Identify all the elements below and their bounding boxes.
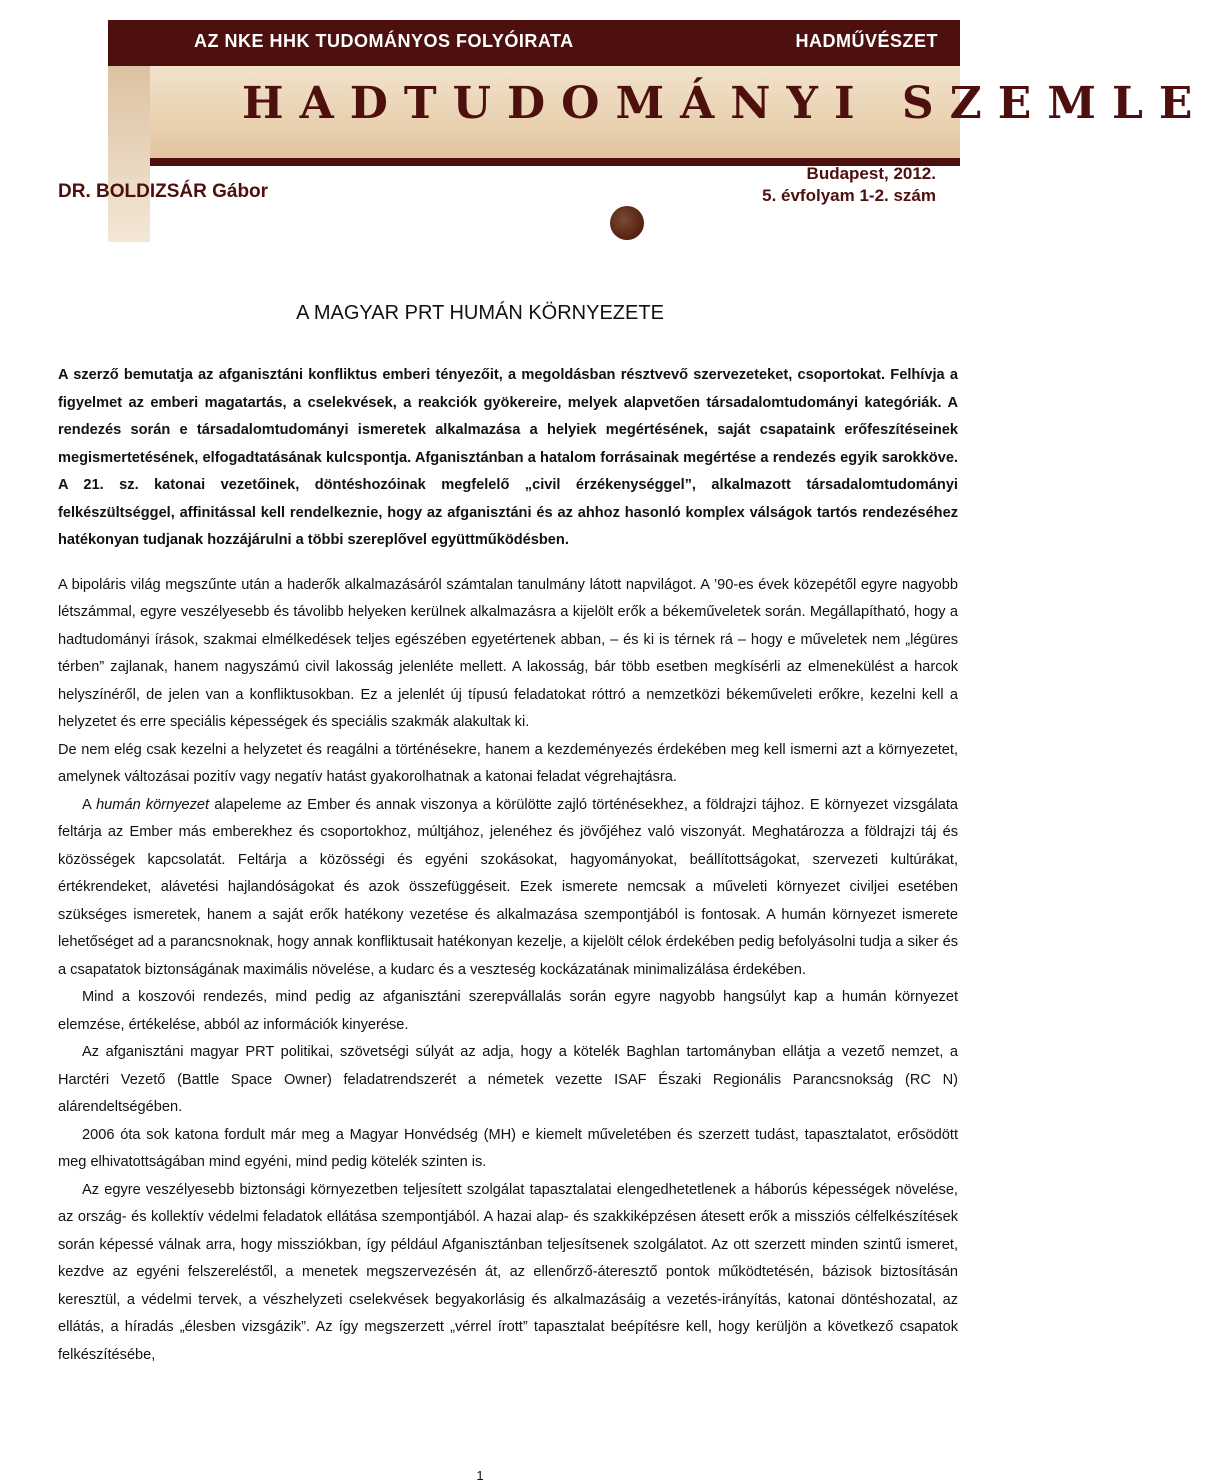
paragraph-3-start: A: [82, 796, 97, 813]
spacer: [58, 555, 958, 572]
journal-title: HADTUDOMÁNYI SZEMLE: [242, 78, 1208, 129]
author-name: DR. BOLDIZSÁR Gábor: [58, 181, 269, 202]
header-left-stripe: [108, 66, 150, 242]
paragraph-6: 2006 óta sok katona fordult már meg a Magyar Honvédség (MH) e kiemelt műveletében és szerzett tudást, tapasztalatot, erősödött meg elhivatottságában mind egyéni, mind pedig kötelék szinten is.: [58, 1126, 958, 1170]
paragraph-3: [58, 792, 958, 985]
journal-header: [0, 0, 1208, 245]
paragraph-3-emphasis: humán környezet: [96, 796, 210, 813]
abstract: A szerző bemutatja az afganisztáni konfliktus emberi tényezőit, a megoldásban résztvevő szervezeteket, csoportokat. Felhívja a figyelmet az emberi magatartás, a cselekvések, a reakciók gyökereire, melyek alapvetően társadalomtudományi kategóriák. A rendezés során e társadalomtudományi ismeretek alkalmazása a helyiek megértésének, saját csapataink erőfeszítéseinek megismertetésének, elfogadtatásának kulcspontja. Afganisztánban a hatalom forrásainak megértése a rendezés egyik sarokköve. A 21. sz. katonai vezetőinek, döntéshozóinak megfelelő „civil érzékenységgel”, alkalmazott társadalomtudományi felkészültséggel, affinitással kell rendelkeznie, hogy az afganisztáni és az ahhoz hasonló komplex válságok tartós rendezéséhez hatékonyan tudjanak hozzájárulni a többi szereplővel együttműködésben.: [58, 367, 958, 548]
header-circle-ornament: [610, 206, 644, 240]
place-date: Budapest, 2012.: [806, 164, 936, 183]
paragraph-5: Az afganisztáni magyar PRT politikai, szövetségi súlyát az adja, hogy a kötelék Baghlan tartományban ellátja a vezető nemzet, a Harctéri Vezető (Battle Space Owner) feladatrendszerét a németek vezette ISAF Északi Regionális Parancsnokság (RC N) alárendeltségében.: [58, 1044, 958, 1115]
issue-info: [762, 163, 936, 207]
paragraph-4: Mind a koszovói rendezés, mind pedig az afganisztáni szerepvállalás során egyre nagyobb hangsúlyt kap a humán környezet elemzése, értékelése, abból az információk kinyerése.: [58, 989, 958, 1033]
paragraph-1: A bipoláris világ megszűnte után a haderők alkalmazásáról számtalan tanulmány látott napvilágot. A ’90-es évek közepétől egyre nagyobb létszámmal, egyre veszélyesebb és távolibb helyeken kerülnek alkalmazásra a kijelölt erők a békeműveletek során. Megállapítható, hogy a hadtudományi írások, szakmai elmélkedések teljes egészében egyetértenek abban, – és ki is térnek rá – hogy e műveletek nem „légüres térben” zajlanak, hanem nagyszámú civil lakosság jelenléte mellett. A lakosság, bár több esetben megkísérli az elmenekülést a harcok helyszínéről, de jelen van a konfliktusokban. Ez a jelenlét új típusú feladatokat róttró a nemzetközi békeműveleti erőkre, kezelni kell a helyzetet és erre speciális képességek és speciális szakmák alakultak ki.: [58, 576, 958, 730]
article-body: [58, 362, 958, 1369]
paragraph-3-rest: alapeleme az Ember és annak viszonya a körülötte zajló történésekhez, a földrajzi tájhoz. E környezet vizsgálata feltárja az Ember más emberekhez és csoportokhoz, múltjához, jelenéhez és jövőjéhez való viszonyát. Meghatározza a földrajzi táj és közösségek kapcsolatát. Feltárja a közösségi és egyéni szokásokat, hagyományokat, beállítottságokat, szervezeti kultúrákat, értékrendeket, alávetési hajlandóságokat és azok összefüggéseit. Ezek ismerete nemcsak a műveleti környezet civiljei esetében szükséges ismeretek, hanem a saját erők hatékony vezetése és alkalmazása szempontjából is fontosak. A humán környezet ismerete lehetőséget ad a parancsnoknak, hogy annak konfliktusait hatékonyan kezelje, a kijelölt célok érdekében pedig befolyásolni tudja a siker és a csapatatok biztonságának maximális növelése, a kudarc és a veszteség kockázatának minimalizálása érdekében.: [58, 796, 958, 978]
section-name: HADMŰVÉSZET: [795, 31, 938, 51]
page-number: 1: [476, 1468, 484, 1483]
article-title: A MAGYAR PRT HUMÁN KÖRNYEZETE: [296, 302, 664, 324]
paragraph-7: Az egyre veszélyesebb biztonsági környezetben teljesített szolgálat tapasztalatai elengedhetetlenek a háborús képességek növelése, az ország- és kollektív védelmi feladatok ellátása szempontjából. A hazai alap- és szakkiképzésen átesett erők a missziós célfelkészítések során képessé válnak arra, hogy missziókban, így például Afganisztánban teljesítsenek szolgálatot. Az ott szerzett minden szintű ismeret, kezdve az egyéni felszereléstől, a menetek megszervezésén át, az ellenőrző-áteresztő pontok működtetésén, bázisok biztosításán keresztül, a védelmi tervek, a vészhelyzeti cselekvések begyakorlásig és alkalmazásáig a vezetés-irányítás, katonai döntéshozatal, az ellátás, a híradás „élesben vizsgázik”. Az így megszerzett „vérrel írott” tapasztalat beépítésre kell, hogy kerüljön a következő csapatok felkészítésébe,: [58, 1181, 958, 1363]
journal-name: AZ NKE HHK TUDOMÁNYOS FOLYÓIRATA: [194, 31, 574, 51]
volume-issue: 5. évfolyam 1-2. szám: [762, 186, 936, 205]
paragraph-2: De nem elég csak kezelni a helyzetet és reagálni a történésekre, hanem a kezdeményezés érdekében meg kell ismerni azt a környezetet, amelynek változásai pozitív vagy negatív hatást gyakorolhatnak a katonai feladat végrehajtásra.: [58, 741, 958, 785]
